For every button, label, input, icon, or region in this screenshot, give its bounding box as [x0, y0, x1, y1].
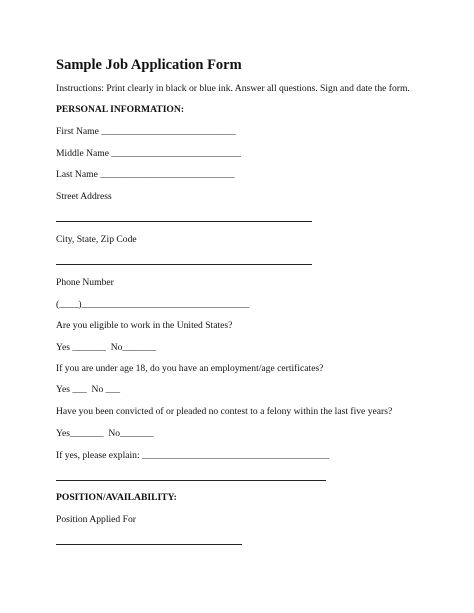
eligible-answer-field[interactable]: Yes _______ No_______ — [56, 342, 157, 353]
explain-line[interactable] — [56, 480, 326, 481]
first-name-field[interactable]: First Name ____________________________ — [56, 126, 236, 137]
instructions-text: Instructions: Print clearly in black or blue ink. Answer all questions. Sign and date the form. — [56, 83, 410, 94]
city-state-zip-line[interactable] — [56, 264, 312, 265]
position-applied-label: Position Applied For — [56, 514, 136, 525]
form-title: Sample Job Application Form — [56, 57, 242, 73]
felony-question: Have you been convicted of or pleaded no contest to a felony within the last five years? — [56, 406, 393, 417]
position-availability-heading: POSITION/AVAILABILITY: — [56, 492, 177, 503]
street-address-line[interactable] — [56, 221, 312, 222]
street-address-label: Street Address — [56, 191, 112, 202]
phone-number-field[interactable]: (____)___________________________________ — [56, 299, 250, 310]
position-applied-line[interactable] — [56, 544, 242, 545]
phone-number-label: Phone Number — [56, 277, 114, 288]
under18-question: If you are under age 18, do you have an employment/age certificates? — [56, 363, 324, 374]
eligible-question: Are you eligible to work in the United States? — [56, 320, 233, 331]
felony-answer-field[interactable]: Yes_______ No_______ — [56, 428, 154, 439]
middle-name-field[interactable]: Middle Name ___________________________ — [56, 148, 241, 159]
under18-answer-field[interactable]: Yes ___ No ___ — [56, 384, 121, 395]
city-state-zip-label: City, State, Zip Code — [56, 234, 137, 245]
personal-information-heading: PERSONAL INFORMATION: — [56, 104, 185, 115]
last-name-field[interactable]: Last Name ____________________________ — [56, 169, 235, 180]
explain-field[interactable]: If yes, please explain: _______________________________________ — [56, 450, 330, 461]
